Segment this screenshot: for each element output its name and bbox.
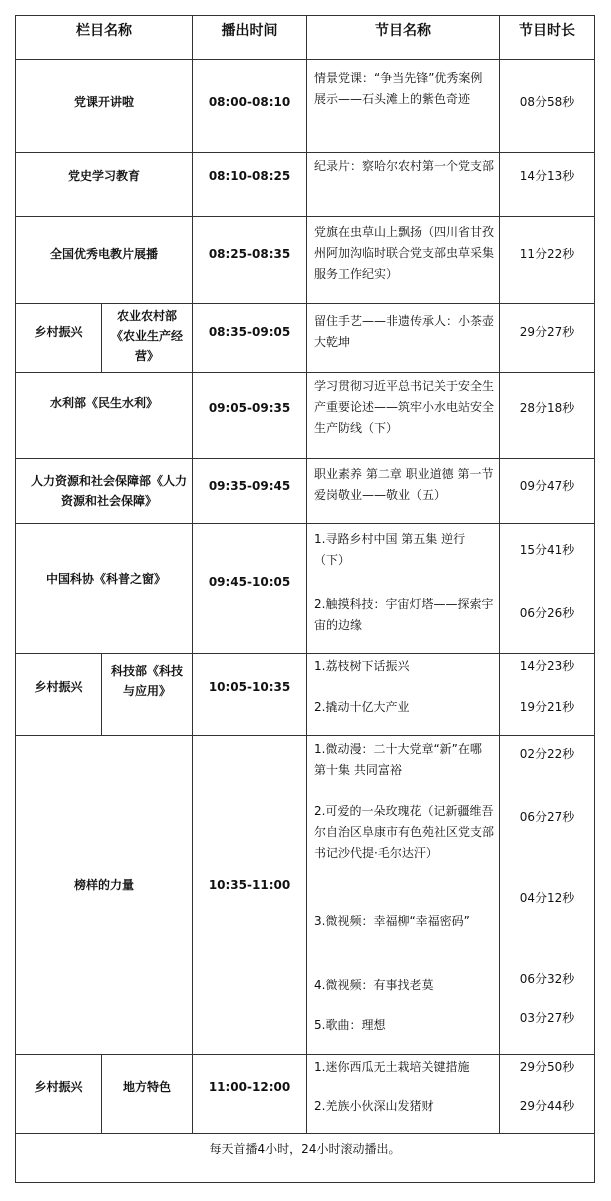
program-duration: 09分47秒: [519, 479, 575, 493]
program-title: 1.微动漫：二十大党章“新”在哪 第十集 共同富裕: [314, 742, 482, 777]
row-time: 10:05-10:35: [208, 680, 291, 694]
program-title: 职业素养 第二章 职业道德 第一节 爱岗敬业——敬业（五）: [314, 467, 494, 502]
program-title: 2.触摸科技：宇宙灯塔——探索宇宙的边缘: [314, 597, 494, 632]
program-duration: 15分41秒: [519, 543, 575, 557]
row-column-sub: 科技部《科技与应用》: [110, 664, 183, 698]
header-column: 栏目名称: [76, 23, 132, 39]
row-time: 08:25-08:35: [208, 247, 291, 261]
header-program: 节目名称: [375, 23, 431, 39]
program-duration: 06分32秒: [519, 972, 575, 986]
row-column-sub: 地方特色: [122, 1080, 171, 1094]
program-title: 2.羌族小伙深山发猪财: [314, 1099, 434, 1113]
program-duration: 29分27秒: [519, 325, 575, 339]
row-time: 09:05-09:35: [208, 401, 291, 415]
row-column: 党史学习教育: [67, 169, 140, 183]
program-title: 党旗在虫草山上飘扬（四川省甘孜州阿加沟临时联合党支部虫草采集服务工作纪实）: [314, 225, 495, 281]
row-column-main: 乡村振兴: [34, 1080, 83, 1094]
program-duration: 14分23秒: [519, 659, 575, 673]
program-title: 纪录片：察哈尔农村第一个党支部: [314, 159, 495, 173]
header-time: 播出时间: [221, 23, 278, 39]
program-duration: 06分27秒: [519, 810, 575, 824]
program-title: 留住手艺——非遗传承人：小茶壶大乾坤: [314, 314, 495, 349]
row-time: 08:10-08:25: [208, 169, 291, 183]
program-title: 学习贯彻习近平总书记关于安全生产重要论述——筑牢小水电站安全生产防线（下）: [314, 379, 495, 435]
row-column: 榜样的力量: [73, 878, 134, 892]
row-column: 人力资源和社会保障部《人力资源和社会保障》: [30, 474, 187, 508]
program-title: 2.撬动十亿大产业: [314, 700, 410, 714]
program-duration: 11分22秒: [519, 247, 575, 261]
program-title: 1.荔枝树下话振兴: [314, 659, 410, 673]
footer-note: 每天首播4小时，24小时滚动播出。: [209, 1142, 401, 1156]
program-title: 3.微视频：幸福柳“幸福密码”: [314, 914, 470, 928]
program-duration: 19分21秒: [519, 700, 575, 714]
program-duration: 08分58秒: [519, 95, 575, 109]
row-time: 10:35-11:00: [208, 878, 291, 892]
row-column-main: 乡村振兴: [34, 325, 83, 339]
program-duration: 14分13秒: [519, 169, 575, 183]
program-duration: 02分22秒: [519, 747, 575, 761]
row-column-sub: 农业农村部《农业生产经营》: [110, 309, 183, 363]
row-time: 11:00-12:00: [208, 1080, 291, 1094]
row-time: 08:00-08:10: [208, 95, 291, 109]
header-duration: 节目时长: [519, 23, 575, 39]
program-title: 情景党课：“争当先锋”优秀案例展示——石头滩上的紫色奇迹: [314, 71, 483, 106]
row-column: 党课开讲啦: [73, 95, 134, 109]
row-column: 水利部《民生水利》: [49, 396, 158, 410]
row-column: 中国科协《科普之窗》: [46, 572, 167, 586]
program-title: 5.歌曲：理想: [314, 1018, 386, 1032]
row-column-main: 乡村振兴: [34, 680, 83, 694]
program-duration: 29分44秒: [519, 1099, 575, 1113]
row-time: 08:35-09:05: [208, 325, 291, 339]
program-duration: 06分26秒: [519, 606, 575, 620]
program-title: 1.寻路乡村中国 第五集 逆行（下）: [314, 532, 466, 567]
program-title: 2.可爱的一朵玫瑰花（记新疆维吾尔自治区阜康市有色苑社区党支部书记沙代提·毛尔达汗）: [314, 804, 495, 860]
program-duration: 29分50秒: [519, 1060, 575, 1074]
row-time: 09:45-10:05: [208, 575, 291, 589]
program-duration: 03分27秒: [519, 1011, 575, 1025]
program-duration: 28分18秒: [519, 401, 575, 415]
program-duration: 04分12秒: [519, 891, 575, 905]
program-title: 1.迷你西瓜无土栽培关键措施: [314, 1060, 470, 1074]
program-title: 4.微视频：有事找老莫: [314, 978, 434, 992]
row-column: 全国优秀电教片展播: [49, 247, 158, 261]
row-time: 09:35-09:45: [208, 479, 291, 493]
